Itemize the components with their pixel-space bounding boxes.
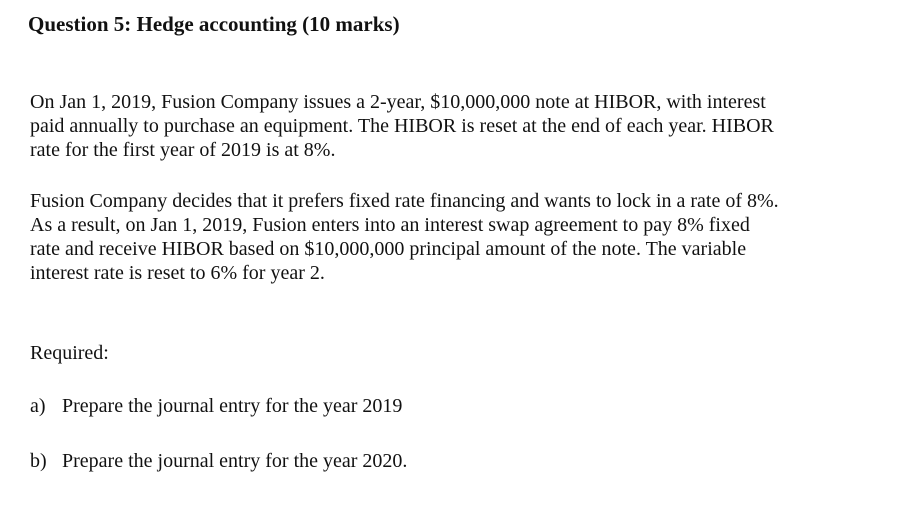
requirement-item-b [30, 449, 407, 473]
paragraph-line: rate for the first year of 2019 is at 8%. [30, 139, 336, 161]
paragraph-line: interest rate is reset to 6% for year 2. [30, 262, 325, 284]
paragraph-line: Fusion Company decides that it prefers fixed rate financing and wants to lock in a rate of 8%. [30, 190, 779, 212]
paragraph-line: On Jan 1, 2019, Fusion Company issues a 2-year, $10,000,000 note at HIBOR, with interest [30, 91, 766, 113]
requirement-item-a [30, 394, 402, 418]
paragraph-line: paid annually to purchase an equipment. The HIBOR is reset at the end of each year. HIBOR [30, 115, 774, 137]
required-heading: Required: [30, 342, 109, 364]
item-label: b) [30, 450, 47, 472]
paragraph-line: rate and receive HIBOR based on $10,000,000 principal amount of the note. The variable [30, 238, 747, 260]
item-text: Prepare the journal entry for the year 2020. [62, 450, 408, 472]
item-text: Prepare the journal entry for the year 2019 [62, 395, 403, 417]
paragraph-swap-agreement [30, 189, 890, 285]
item-label: a) [30, 395, 46, 417]
paragraph-note-issue [30, 90, 890, 162]
paragraph-line: As a result, on Jan 1, 2019, Fusion enters into an interest swap agreement to pay 8% fixed [30, 214, 750, 236]
question-title: Question 5: Hedge accounting (10 marks) [28, 12, 400, 36]
